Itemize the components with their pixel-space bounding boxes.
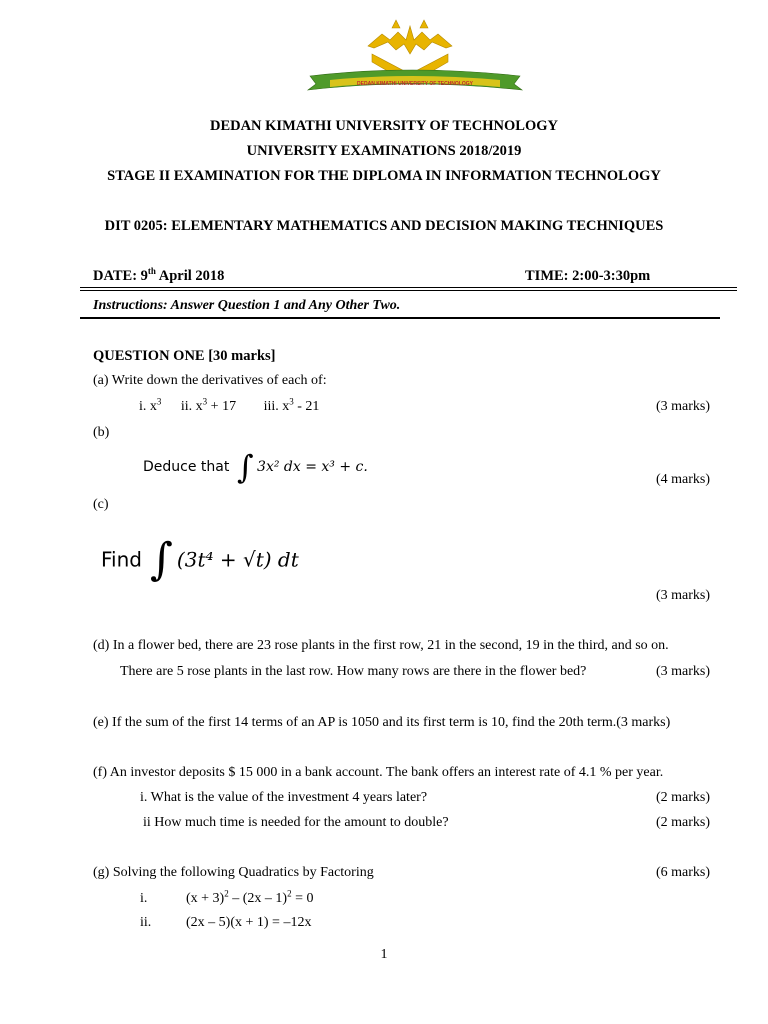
exam-stage: STAGE II EXAMINATION FOR THE DIPLOMA IN INFORMATION TECHNOLOGY	[107, 168, 661, 184]
course-title: DIT 0205: ELEMENTARY MATHEMATICS AND DECISION MAKING TECHNIQUES	[104, 218, 664, 234]
integral-sign-b: ∫	[236, 448, 254, 486]
logo-emblem	[300, 14, 530, 102]
q-d-marks: (3 marks)	[655, 664, 710, 679]
q-a-iii: iii. $x^3 - 21$	[263, 396, 320, 414]
header-rule-top-2	[80, 290, 737, 291]
exam-date	[93, 268, 224, 285]
q-f-line: (f) An investor deposits $ 15 000 in a bank account. The bank offers an interest rate of 4.1 % per year.	[93, 765, 664, 780]
q-f-ii: ii How much time is needed for the amount to double?	[143, 815, 449, 830]
university-name: DEDAN KIMATHI UNIVERSITY OF TECHNOLOGY	[209, 118, 559, 134]
q-a-label: (a) Write down the derivatives of each of:	[93, 373, 327, 388]
q-c-marks: (3 marks)	[655, 588, 710, 603]
q-g-line: (g) Solving the following Quadratics by Factoring	[93, 865, 374, 880]
q-b-label: (b)	[93, 425, 110, 440]
q-d-line2: There are 5 rose plants in the last row. How many rows are there in the flower bed?	[120, 664, 587, 679]
q-g-ii-num: ii.	[140, 915, 152, 930]
logo-ribbon-text: DEDAN KIMATHI UNIVERSITY OF TECHNOLOGY	[357, 81, 473, 87]
q-b-equation	[143, 448, 368, 486]
header-rule-top	[80, 287, 737, 288]
q-c-expr: (3t⁴ + √t) dt	[176, 547, 299, 572]
q-f-i: i. What is the value of the investment 4 years later?	[140, 790, 428, 805]
q-a-i: i. $x^3$	[139, 396, 162, 414]
q-b-prefix: Deduce that	[143, 459, 230, 475]
exam-time: TIME: 2:00-3:30pm	[525, 268, 651, 284]
q-c-equation	[101, 534, 299, 585]
date-rest: April 2018	[155, 268, 225, 284]
q-d-line1: (d) In a flower bed, there are 23 rose plants in the first row, 21 in the second, 19 in the third, and so on.	[93, 638, 669, 653]
q-g-marks: (6 marks)	[655, 865, 710, 880]
q-e-line: (e) If the sum of the first 14 terms of an AP is 1050 and its first term is 10, find the 20th term.(3 marks)	[93, 715, 671, 730]
q-f-ii-marks: (2 marks)	[655, 815, 710, 830]
date-sup: th	[147, 266, 156, 277]
q-f-i-marks: (2 marks)	[655, 790, 710, 805]
q-b-expr: 3x² dx = x³ + c.	[257, 459, 368, 475]
q-a-items	[139, 396, 320, 415]
q-g-ii-expr: (2x – 5)(x + 1) = –12x	[186, 915, 312, 930]
integral-sign-c: ∫	[149, 534, 173, 585]
q-a-marks: (3 marks)	[655, 399, 710, 414]
q-c-label: (c)	[93, 497, 109, 512]
q-g-i-num: i.	[140, 891, 148, 906]
header-rule-bottom	[80, 317, 720, 319]
instructions: Instructions: Answer Question 1 and Any Other Two.	[93, 298, 401, 313]
q-c-prefix: Find	[101, 547, 142, 572]
date-label: DATE: 9	[93, 268, 148, 284]
question-title: QUESTION ONE [30 marks]	[93, 348, 276, 364]
q-a-ii: ii. $x^3 + 17$	[180, 396, 237, 414]
university-logo	[300, 14, 530, 102]
q-b-marks: (4 marks)	[655, 472, 710, 487]
q-g-i-expr: $(x + 3)^2 - (2x - 1)^2 = 0$	[186, 888, 314, 906]
page-number: 1	[380, 947, 388, 962]
exam-session: UNIVERSITY EXAMINATIONS 2018/2019	[246, 143, 522, 159]
